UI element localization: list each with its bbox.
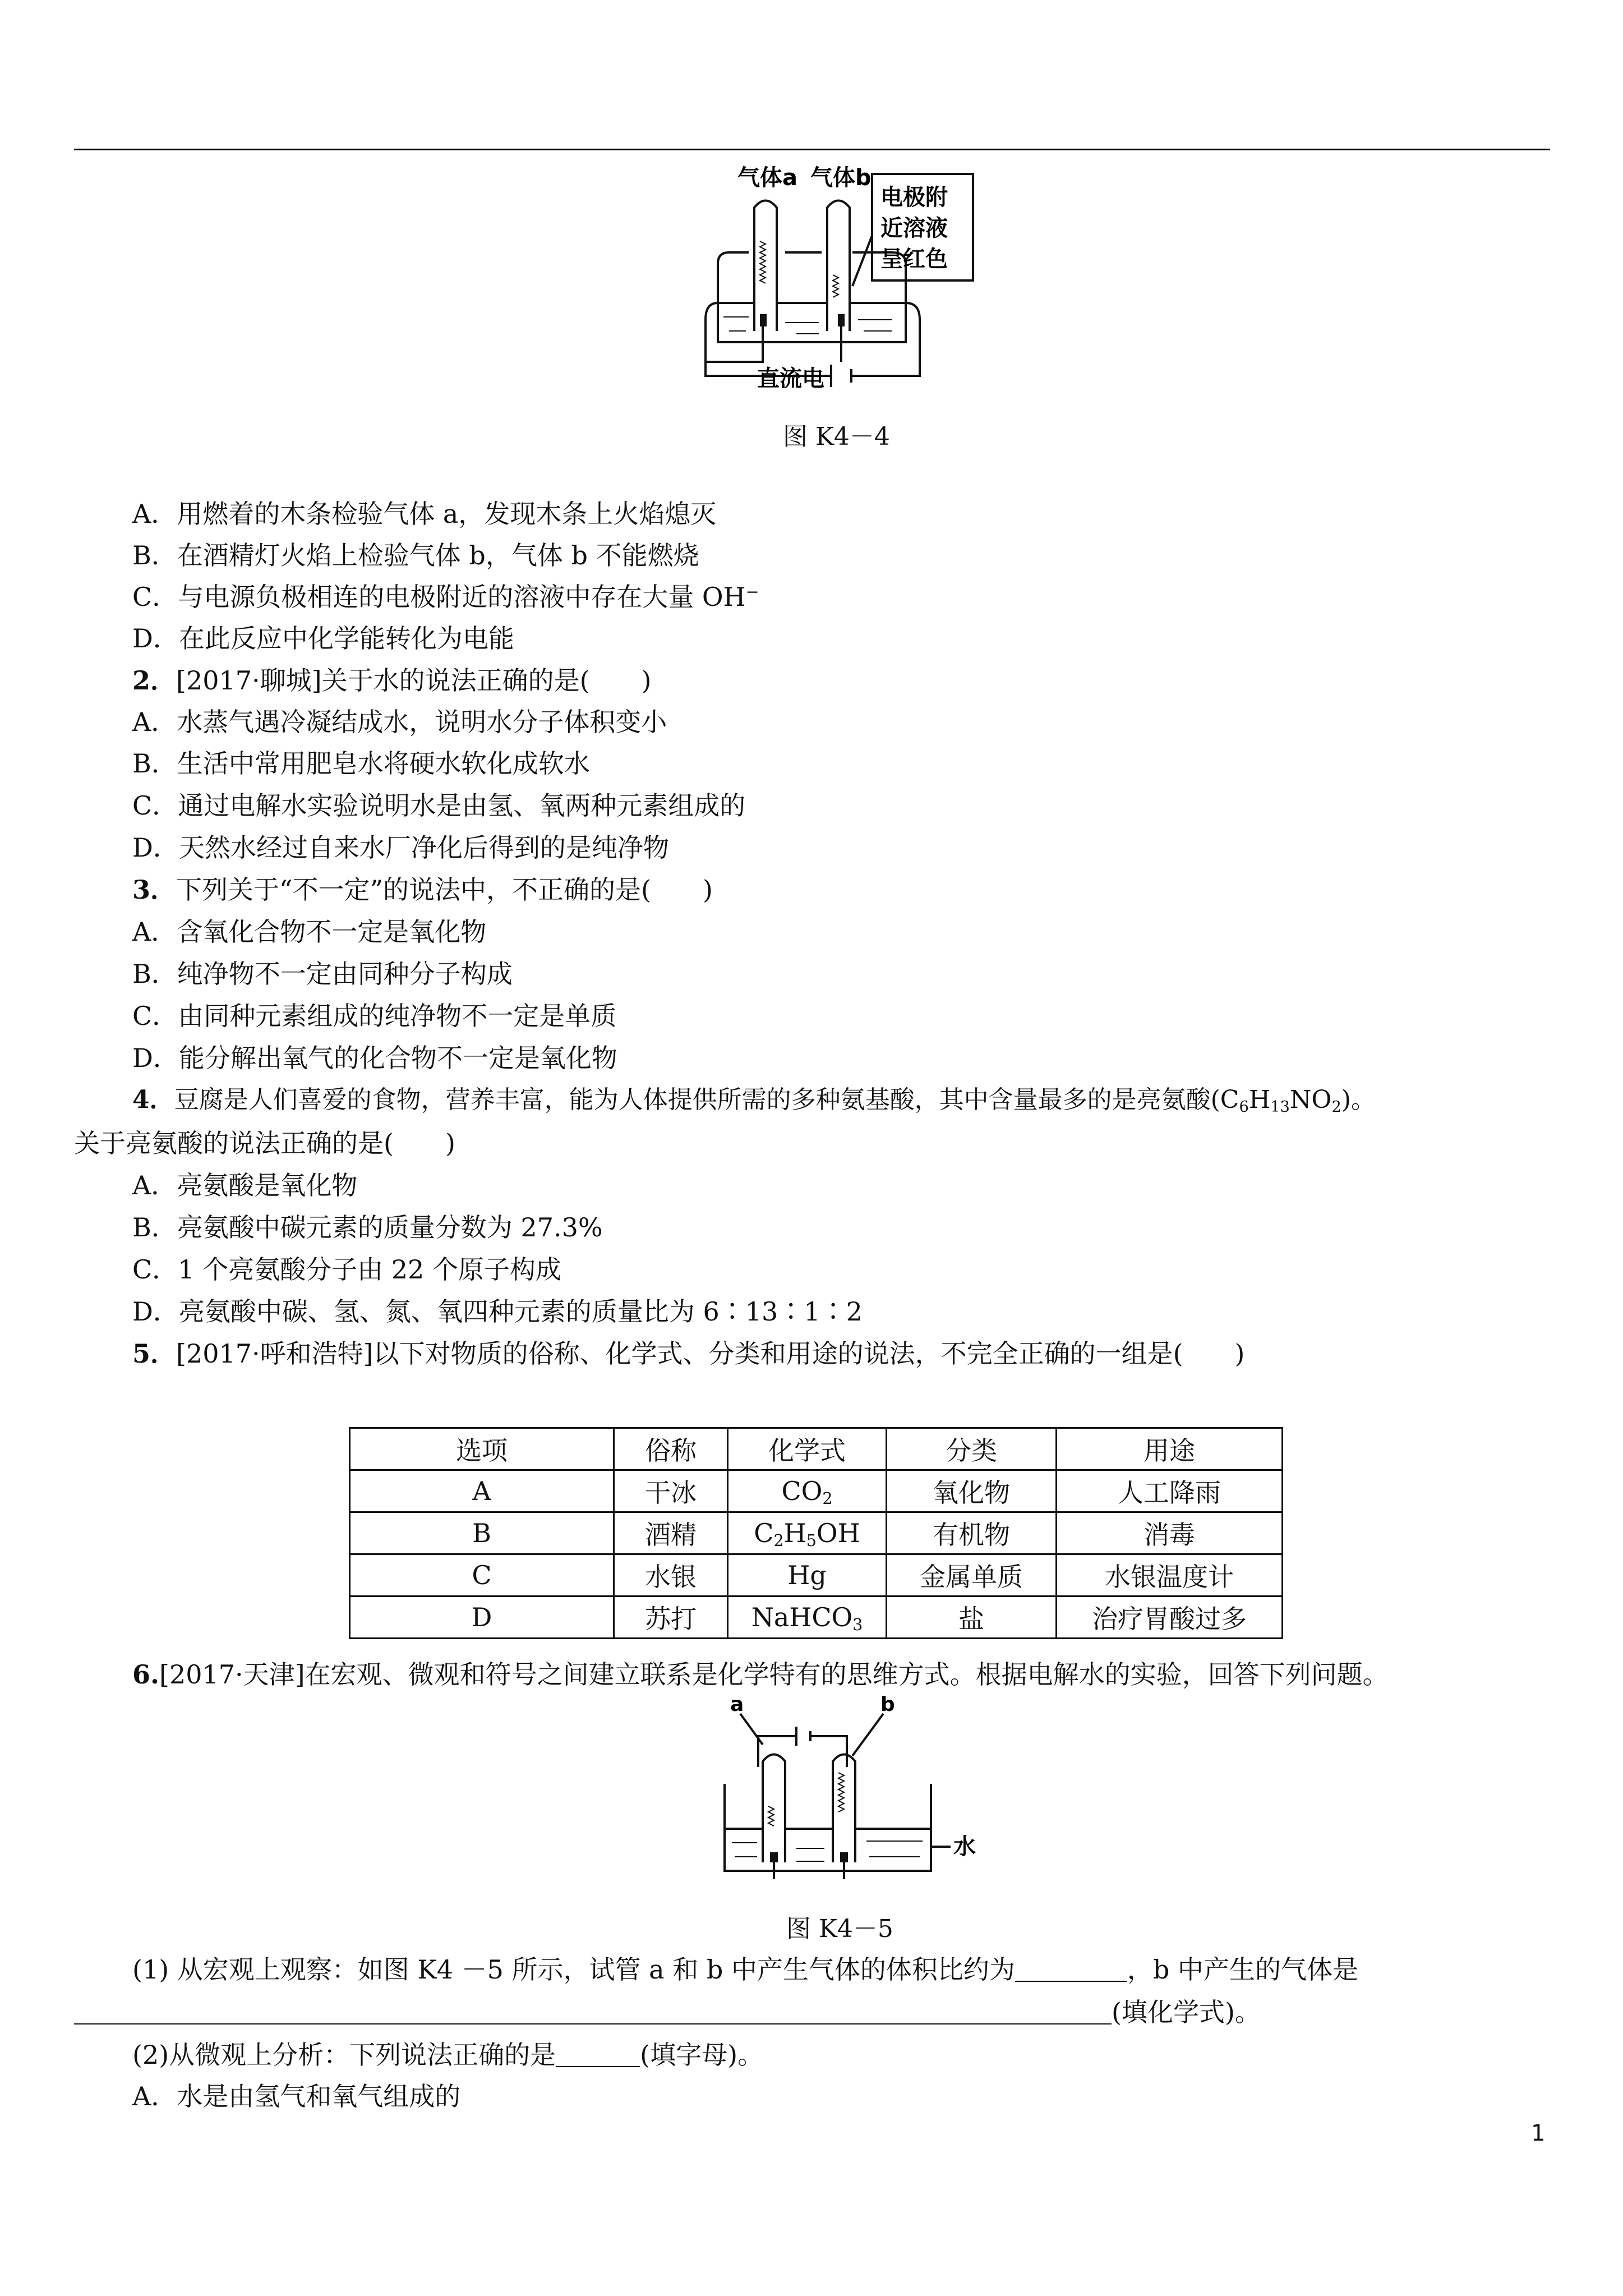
table-cell: C (350, 1554, 614, 1596)
table-header-cell: 分类 (887, 1428, 1057, 1470)
q2-option-b: B．生活中常用肥皂水将硬水软化成软水 (132, 748, 590, 779)
q4-option-d: D．亮氨酸中碳、氢、氮、氧四种元素的质量比为 6∶13∶1∶2 (132, 1296, 863, 1327)
q3-option-d: D．能分解出氧气的化合物不一定是氧化物 (132, 1043, 617, 1073)
figure-caption-k4-4: 图 K4－4 (783, 422, 890, 451)
q3-stem: 3．下列关于“不一定”的说法中，不正确的是( ) (132, 875, 713, 905)
q2-stem: 2．[2017·聊城]关于水的说法正确的是( ) (132, 665, 652, 696)
q1-option-d: D．在此反应中化学能转化为电能 (132, 623, 514, 654)
q4-option-b: B．亮氨酸中碳元素的质量分数为 27.3% (132, 1212, 603, 1243)
table-row (350, 1470, 1283, 1512)
q6-sub1-line-1: (1) 从宏观上观察：如图 K4 －5 所示，试管 a 和 b 中产生气体的体积比约为 ，b 中产生的气体是 (132, 1954, 1358, 1985)
table-cell: 水银温度计 (1057, 1554, 1283, 1596)
water-label: 水 (953, 1834, 976, 1860)
table-row (350, 1554, 1283, 1596)
q3-option-b: B．纯净物不一定由同种分子构成 (132, 959, 513, 989)
q6-sub1-line-2: (填化学式)。 (74, 1995, 1261, 2030)
table-cell: 消毒 (1057, 1512, 1283, 1554)
q6-sub2: (2)从微观上分析：下列说法正确的是 (填字母)。 (132, 2040, 764, 2070)
page-number: 1 (1531, 2120, 1546, 2146)
table-header-cell: 选项 (350, 1428, 614, 1470)
table-header-cell: 俗称 (614, 1428, 728, 1470)
table-header-row (350, 1428, 1283, 1470)
electrolysis-figure-k4-4 (684, 163, 1009, 398)
table-cell-formula: $C_2H_5OH$ (728, 1512, 887, 1554)
q6-sub2-option-a: A．水是由氢气和氧气组成的 (132, 2081, 461, 2111)
q1-option-a: A．用燃着的木条检验气体 a，发现木条上火焰熄灭 (132, 499, 717, 529)
table-cell: 有机物 (887, 1512, 1057, 1554)
callout-line-2: 近溶液 (880, 215, 948, 241)
q3-option-a: A．含氧化合物不一定是氧化物 (132, 917, 487, 947)
table-cell: 水银 (614, 1554, 728, 1596)
table-row (350, 1596, 1283, 1639)
table-cell-formula: Hg (728, 1554, 887, 1596)
table-cell: A (350, 1470, 614, 1512)
figure-caption-k4-5: 图 K4－5 (786, 1915, 893, 1943)
q1-option-b: B．在酒精灯火焰上检验气体 b，气体 b 不能燃烧 (132, 540, 699, 570)
table-header-cell: 用途 (1057, 1428, 1283, 1470)
q3-option-c: C．由同种元素组成的纯净物不一定是单质 (132, 1001, 617, 1031)
q5-stem: 5．[2017·呼和浩特]以下对物质的俗称、化学式、分类和用途的说法，不完全正确的一组是( ) (132, 1338, 1245, 1369)
table-cell: 氧化物 (887, 1470, 1057, 1512)
q4-option-a: A．亮氨酸是氧化物 (132, 1170, 358, 1200)
header-rule (74, 149, 1550, 150)
q6-stem: 6.[2017·天津]在宏观、微观和符号之间建立联系是化学特有的思维方式。根据电解水的实验，回答下列问题。 (132, 1659, 1389, 1690)
q4-stem: 4．豆腐是人们喜爱的食物，营养丰富，能为人体提供所需的多种氨基酸，其中含量最多的是亮氨酸$(C_6H_{13}NO_2)$。 (132, 1085, 1376, 1116)
q1-option-c: C．与电源负极相连的电极附近的溶液中存在大量 OH− (132, 582, 759, 612)
table-cell: B (350, 1512, 614, 1554)
table-cell: 盐 (887, 1596, 1057, 1639)
q2-option-d: D．天然水经过自来水厂净化后得到的是纯净物 (132, 832, 669, 863)
q2-option-a: A．水蒸气遇冷凝结成水，说明水分子体积变小 (132, 707, 667, 737)
q5-table (349, 1427, 1283, 1639)
callout-line-3: 呈红色 (880, 246, 948, 272)
power-label: 直流电 (757, 366, 824, 392)
gas-b-label: 气体b (810, 165, 872, 191)
table-header-cell: 化学式 (728, 1428, 887, 1470)
table-cell: D (350, 1596, 614, 1639)
q2-option-c: C．通过电解水实验说明水是由氢、氧两种元素组成的 (132, 790, 746, 821)
table-cell-formula: NaHCO$_3$ (728, 1596, 887, 1639)
answer-blank-letter[interactable] (556, 2041, 640, 2067)
answer-blank-formula[interactable] (74, 1999, 1112, 2024)
electrolysis-figure-k4-5 (712, 1694, 981, 1890)
table-row (350, 1512, 1283, 1554)
gas-a-label: 气体a (737, 165, 797, 191)
table-cell-formula: $CO_2$ (728, 1470, 887, 1512)
table-cell: 干冰 (614, 1470, 728, 1512)
table-cell: 治疗胃酸过多 (1057, 1596, 1283, 1639)
table-cell: 人工降雨 (1057, 1470, 1283, 1512)
tube-b-label: b (880, 1694, 895, 1716)
callout-line-1: 电极附 (880, 185, 948, 210)
q4-stem-line-2: 关于亮氨酸的说法正确的是( ) (74, 1128, 455, 1158)
answer-blank-ratio[interactable] (1015, 1956, 1127, 1982)
table-cell: 苏打 (614, 1596, 728, 1639)
q4-option-c: C．1 个亮氨酸分子由 22 个原子构成 (132, 1254, 561, 1285)
table-cell: 金属单质 (887, 1554, 1057, 1596)
tube-a-label: a (730, 1694, 744, 1716)
table-cell: 酒精 (614, 1512, 728, 1554)
